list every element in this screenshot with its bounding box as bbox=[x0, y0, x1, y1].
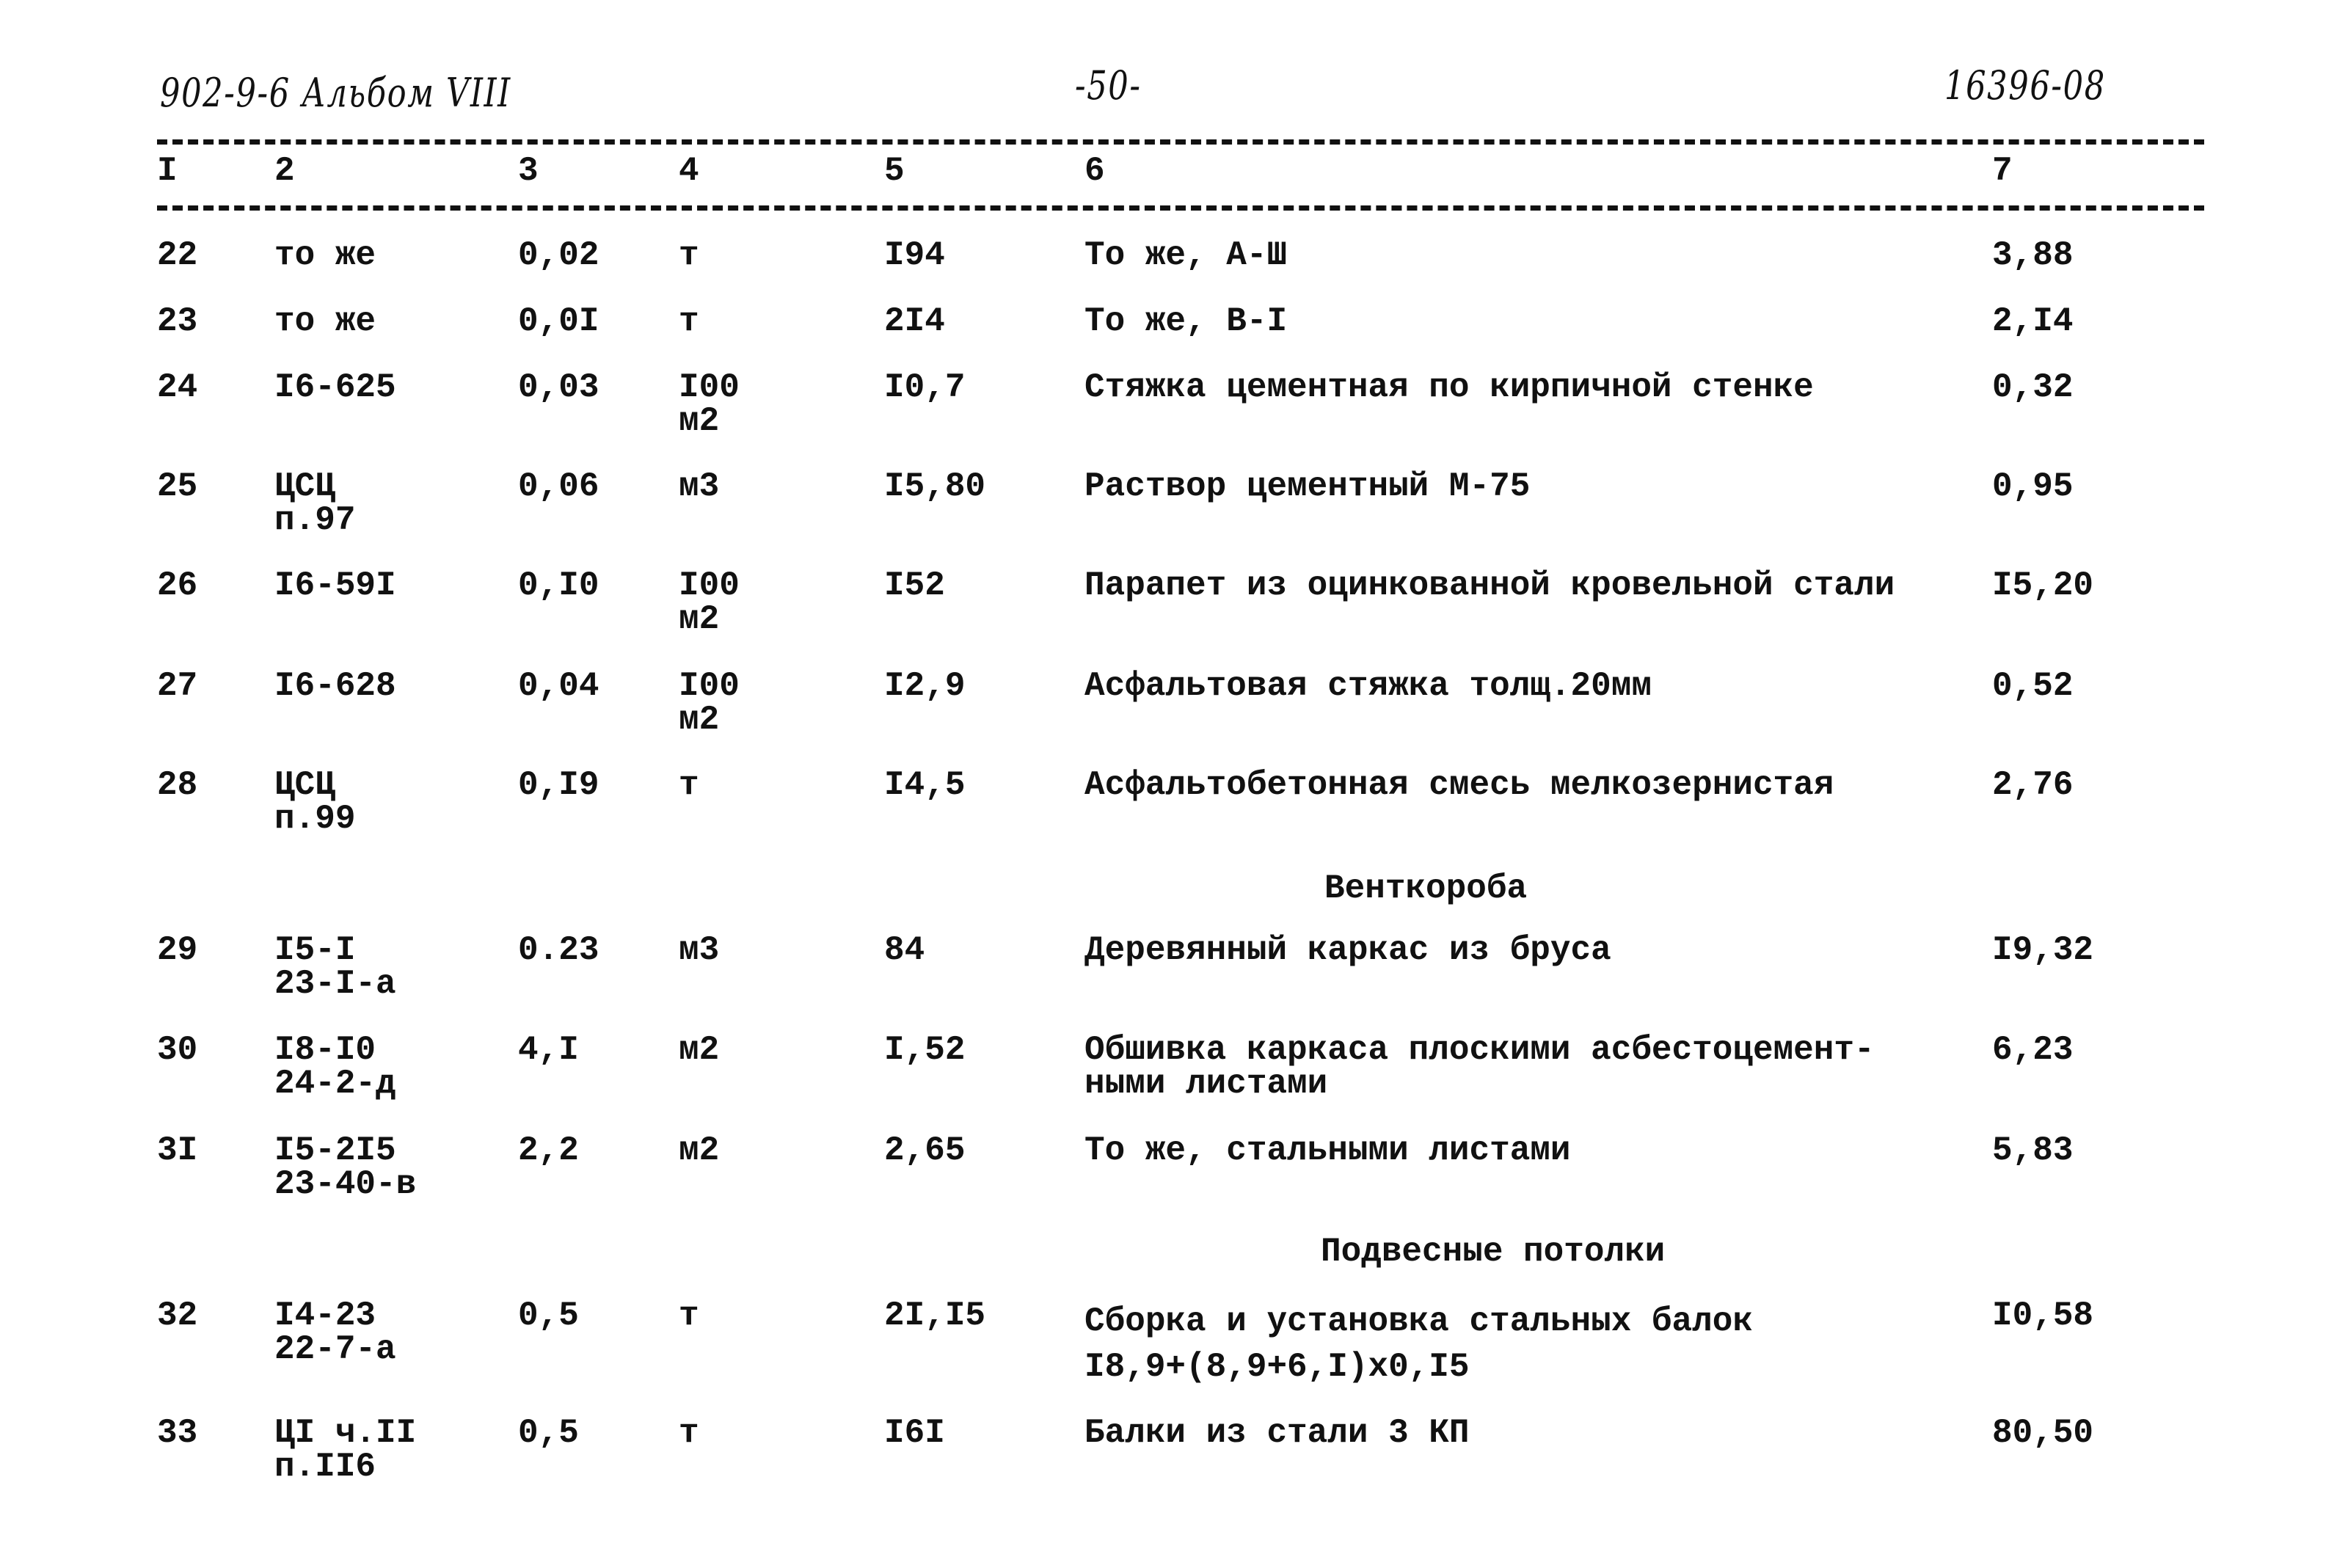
norm-code: I6-625 bbox=[274, 368, 396, 406]
quantity: 0,04 bbox=[518, 667, 599, 705]
unit-price: I52 bbox=[884, 566, 945, 605]
total: 80,50 bbox=[1992, 1414, 2094, 1452]
quantity: 2,2 bbox=[518, 1131, 579, 1170]
total: I9,32 bbox=[1992, 931, 2094, 969]
row-number: 24 bbox=[157, 368, 198, 406]
norm-code: то же bbox=[274, 302, 376, 340]
unit-price: I4,5 bbox=[884, 766, 966, 804]
column-header-1: I bbox=[157, 152, 178, 190]
unit: т bbox=[679, 1414, 699, 1452]
row-number: 23 bbox=[157, 302, 198, 340]
total: 0,95 bbox=[1992, 467, 2074, 506]
unit-price: 2I4 bbox=[884, 302, 945, 340]
total: 0,32 bbox=[1992, 368, 2074, 406]
total: I0,58 bbox=[1992, 1297, 2094, 1335]
total: 0,52 bbox=[1992, 667, 2074, 705]
norm-code: ЦСЦ п.97 bbox=[274, 467, 356, 539]
column-header-2: 2 bbox=[274, 152, 295, 190]
quantity: 0,5 bbox=[518, 1414, 579, 1452]
row-number: 22 bbox=[157, 236, 198, 274]
description: Сборка и установка стальных балок I8,9+(8,9+6,I)х0,I5 bbox=[1084, 1302, 1753, 1386]
unit-price: I94 bbox=[884, 236, 945, 274]
row-number: 28 bbox=[157, 766, 198, 804]
total: 2,I4 bbox=[1992, 302, 2074, 340]
unit-price: I6I bbox=[884, 1414, 945, 1452]
unit: т bbox=[679, 302, 699, 340]
section-heading: Венткороба bbox=[1324, 869, 1528, 908]
quantity: 0,I9 bbox=[518, 766, 599, 804]
quantity: 0,03 bbox=[518, 368, 599, 406]
norm-code: I6-628 bbox=[274, 667, 396, 705]
norm-code: I5-2I5 23-40-в bbox=[274, 1131, 417, 1203]
description: Парапет из оцинкованной кровельной стали bbox=[1084, 566, 1895, 605]
description: Стяжка цементная по кирпичной стенке bbox=[1084, 368, 1814, 406]
column-header-4: 4 bbox=[679, 152, 699, 190]
unit: I00 м2 bbox=[679, 566, 740, 638]
row-number: 3I bbox=[157, 1131, 198, 1170]
column-header-6: 6 bbox=[1084, 152, 1105, 190]
column-header-3: 3 bbox=[518, 152, 539, 190]
description: Обшивка каркаса плоскими асбестоцемент- ными листами bbox=[1084, 1031, 1875, 1103]
unit: м2 bbox=[679, 1031, 720, 1069]
total: I5,20 bbox=[1992, 566, 2094, 605]
norm-code: I6-59I bbox=[274, 566, 396, 605]
quantity: 0,06 bbox=[518, 467, 599, 506]
column-header-7: 7 bbox=[1992, 152, 2013, 190]
description: То же, стальными листами bbox=[1084, 1131, 1571, 1170]
header-top-rule bbox=[157, 139, 2204, 145]
section-heading: Подвесные потолки bbox=[1321, 1233, 1666, 1271]
unit: т bbox=[679, 236, 699, 274]
quantity: 0,5 bbox=[518, 1297, 579, 1335]
quantity: 0,I0 bbox=[518, 566, 599, 605]
description: Деревянный каркас из бруса bbox=[1084, 931, 1611, 969]
unit: т bbox=[679, 766, 699, 804]
unit-price: I5,80 bbox=[884, 467, 986, 506]
description: То же, В-I bbox=[1084, 302, 1288, 340]
norm-code: I8-I0 24-2-д bbox=[274, 1031, 396, 1103]
quantity: 0,0I bbox=[518, 302, 599, 340]
row-number: 30 bbox=[157, 1031, 198, 1069]
column-header-5: 5 bbox=[884, 152, 905, 190]
quantity: 0,02 bbox=[518, 236, 599, 274]
norm-code: I5-I 23-I-а bbox=[274, 931, 396, 1003]
row-number: 27 bbox=[157, 667, 198, 705]
unit-price: 84 bbox=[884, 931, 925, 969]
description: Раствор цементный М-75 bbox=[1084, 467, 1531, 506]
inventory-number: 16396-08 bbox=[1944, 62, 2106, 109]
description: Балки из стали 3 КП bbox=[1084, 1414, 1470, 1452]
description: Асфальтобетонная смесь мелкозернистая bbox=[1084, 766, 1834, 804]
norm-code: ЦСЦ п.99 bbox=[274, 766, 356, 838]
row-number: 32 bbox=[157, 1297, 198, 1335]
norm-code: ЦI ч.II п.II6 bbox=[274, 1414, 417, 1486]
unit-price: I0,7 bbox=[884, 368, 966, 406]
unit: м2 bbox=[679, 1131, 720, 1170]
quantity: 0.23 bbox=[518, 931, 599, 969]
document-code: 902-9-6 Альбом VIII bbox=[160, 70, 511, 116]
row-number: 26 bbox=[157, 566, 198, 605]
row-number: 29 bbox=[157, 931, 198, 969]
row-number: 33 bbox=[157, 1414, 198, 1452]
norm-code: то же bbox=[274, 236, 376, 274]
page-number: -50- bbox=[1075, 62, 1142, 109]
unit: м3 bbox=[679, 467, 720, 506]
unit-price: I2,9 bbox=[884, 667, 966, 705]
description: Асфальтовая стяжка толщ.20мм bbox=[1084, 667, 1652, 705]
row-number: 25 bbox=[157, 467, 198, 506]
norm-code: I4-23 22-7-а bbox=[274, 1297, 396, 1368]
total: 6,23 bbox=[1992, 1031, 2074, 1069]
unit: I00 м2 bbox=[679, 368, 740, 440]
unit-price: I,52 bbox=[884, 1031, 966, 1069]
unit: I00 м2 bbox=[679, 667, 740, 739]
quantity: 4,I bbox=[518, 1031, 579, 1069]
unit-price: 2,65 bbox=[884, 1131, 966, 1170]
header-bottom-rule bbox=[157, 205, 2204, 211]
total: 3,88 bbox=[1992, 236, 2074, 274]
unit: т bbox=[679, 1297, 699, 1335]
unit-price: 2I,I5 bbox=[884, 1297, 986, 1335]
total: 5,83 bbox=[1992, 1131, 2074, 1170]
unit: м3 bbox=[679, 931, 720, 969]
total: 2,76 bbox=[1992, 766, 2074, 804]
description: То же, А-Ш bbox=[1084, 236, 1288, 274]
